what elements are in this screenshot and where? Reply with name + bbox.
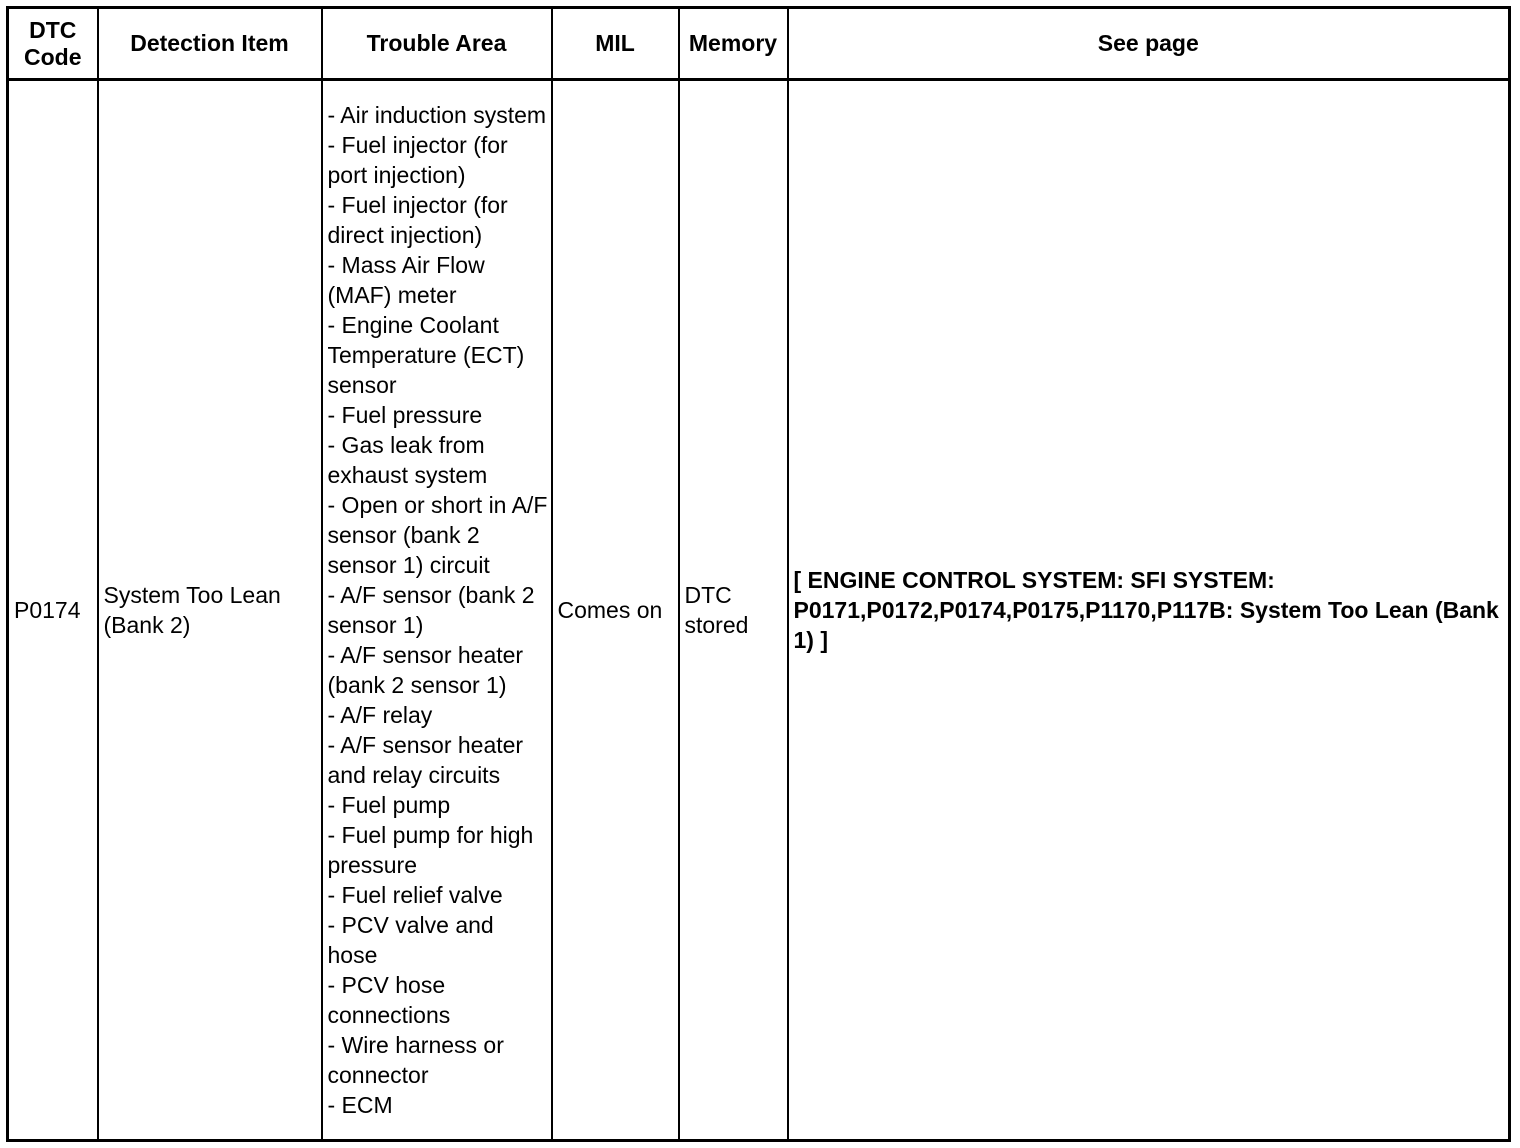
table-row [8, 80, 1510, 1141]
trouble-area-item: - A/F relay [327, 702, 433, 728]
cell-dtc-code: P0174 [8, 80, 98, 1141]
cell-see-page [788, 80, 1510, 1141]
cell-trouble-area [322, 80, 552, 1141]
trouble-area-item: - A/F sensor heater (bank 2 sensor 1) [327, 642, 524, 698]
header-dtc-code-line2: Code [24, 43, 82, 70]
header-memory: Memory [679, 8, 788, 80]
header-trouble-area: Trouble Area [322, 8, 552, 80]
cell-detection-item: System Too Lean (Bank 2) [98, 80, 322, 1141]
dtc-table [6, 6, 1511, 1142]
trouble-area-item: - Fuel pump for high pressure [327, 822, 534, 878]
trouble-area-item: - Fuel injector (for direct injection) [327, 192, 508, 248]
cell-mil: Comes on [552, 80, 679, 1141]
header-dtc-code-line1: DTC [29, 16, 77, 43]
trouble-area-item: - A/F sensor (bank 2 sensor 1) [327, 582, 535, 638]
trouble-area-item: - Air induction system [327, 102, 547, 128]
header-dtc-code [8, 8, 98, 80]
trouble-area-list [328, 100, 548, 1120]
header-see-page: See page [788, 8, 1510, 80]
trouble-area-item: - Fuel pump [327, 792, 451, 818]
trouble-area-item: - Fuel relief valve [327, 882, 503, 908]
trouble-area-item: - Wire harness or connector [327, 1032, 504, 1088]
cell-memory: DTC stored [679, 80, 788, 1141]
trouble-area-item: - PCV hose connections [327, 972, 451, 1028]
trouble-area-item: - A/F sensor heater and relay circuits [327, 732, 524, 788]
trouble-area-item: - Engine Coolant Temperature (ECT) sensor [327, 312, 525, 398]
trouble-area-item: - Gas leak from exhaust system [327, 432, 488, 488]
trouble-area-item: - ECM [327, 1092, 393, 1118]
header-row [8, 8, 1510, 80]
trouble-area-item: - Open or short in A/F sensor (bank 2 sensor 1) circuit [327, 492, 548, 578]
see-page-link[interactable]: [ ENGINE CONTROL SYSTEM: SFI SYSTEM: P0171,P0172,P0174,P0175,P1170,P117B: System Too Lean (Bank 1) ] [793, 567, 1499, 653]
trouble-area-item: - Mass Air Flow (MAF) meter [327, 252, 485, 308]
header-mil: MIL [552, 8, 679, 80]
trouble-area-item: - Fuel injector (for port injection) [327, 132, 508, 188]
trouble-area-item: - PCV valve and hose [327, 912, 494, 968]
header-detection-item: Detection Item [98, 8, 322, 80]
trouble-area-item: - Fuel pressure [327, 402, 483, 428]
